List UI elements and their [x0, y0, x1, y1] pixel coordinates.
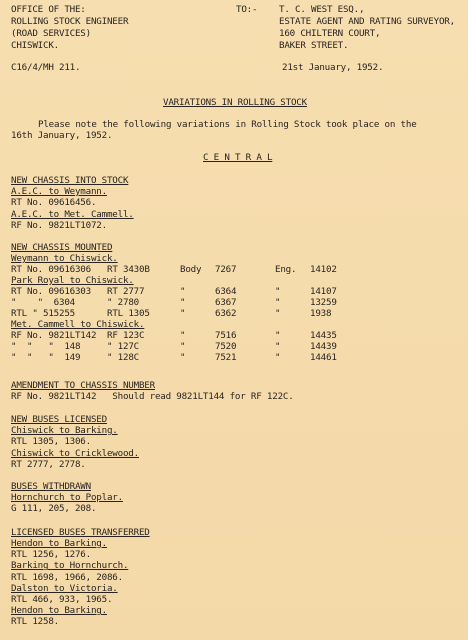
table-cell-c: "	[180, 352, 186, 363]
table-cell-f: 14461	[310, 352, 337, 363]
table-cell-b: RT 2777	[107, 286, 145, 297]
section-heading: NEW BUSES LICENSED	[11, 414, 107, 425]
table-cell-d: 7520	[215, 341, 237, 352]
table-cell-a: " " 6304	[11, 297, 75, 308]
to-address-line: ESTATE AGENT AND RATING SURVEYOR,	[279, 16, 455, 27]
table-cell-e: Eng.	[275, 264, 297, 275]
table-cell-a: " " " 149	[11, 352, 81, 363]
table-cell-e: "	[275, 286, 281, 297]
vehicle-line: RTL 1258.	[11, 616, 59, 628]
vehicle-line: RT No. 09616456.	[11, 197, 97, 209]
sub-heading: A.E.C. to Weymann.	[11, 186, 107, 197]
intro-line: 16th January, 1952.	[11, 130, 113, 141]
to-label: TO:-	[236, 4, 258, 15]
table-cell-e: "	[275, 297, 281, 308]
vehicle-line: RTL 1698, 1966, 2086.	[11, 571, 123, 583]
vehicle-line: RTL 1256, 1276.	[11, 549, 91, 561]
area-heading: C E N T R A L	[203, 152, 273, 163]
sub-heading: Hendon to Barking.	[11, 605, 107, 617]
section-heading: NEW CHASSIS MOUNTED	[11, 242, 113, 253]
table-cell-a: RF No. 9821LT142	[11, 330, 97, 341]
table-cell-b: " 128C	[107, 352, 139, 363]
table-cell-b: " 127C	[107, 341, 139, 352]
to-address-line: BAKER STREET.	[279, 40, 349, 51]
table-cell-b: RT 3430B	[107, 264, 150, 275]
table-cell-e: "	[275, 352, 281, 363]
table-cell-d: 6362	[215, 308, 237, 319]
vehicle-line: RT 2777, 2778.	[11, 458, 86, 470]
table-cell-f: 14102	[310, 264, 337, 275]
table-cell-e: "	[275, 341, 281, 352]
table-cell-c: "	[180, 308, 186, 319]
vehicle-line: RTL 466, 933, 1965.	[11, 594, 113, 605]
section-heading: BUSES WITHDRAWN	[11, 481, 91, 492]
sub-heading: A.E.C. to Met. Cammell.	[11, 208, 134, 220]
sub-heading: Hornchurch to Poplar.	[11, 492, 123, 503]
intro-line: Please note the following variations in Rolling Stock took place on the	[38, 119, 417, 130]
table-cell-a: RTL " 515255	[11, 308, 75, 319]
from-address-line: OFFICE OF THE:	[11, 4, 86, 15]
vehicle-line: RTL 1305, 1306.	[11, 436, 91, 448]
from-address-line: ROLLING STOCK ENGINEER	[11, 16, 129, 27]
document-title: VARIATIONS IN ROLLING STOCK	[163, 97, 307, 108]
sub-heading: Weymann to Chiswick.	[11, 253, 118, 264]
table-cell-d: 7267	[215, 264, 237, 275]
sub-heading: Chiswick to Barking.	[11, 425, 118, 436]
section-heading: NEW CHASSIS INTO STOCK	[11, 175, 129, 186]
from-address-line: (ROAD SERVICES)	[11, 28, 91, 39]
sub-heading: Dalston to Victoria.	[11, 582, 118, 594]
table-cell-f: 1938	[310, 308, 332, 319]
table-cell-c: "	[180, 330, 186, 341]
table-cell-d: 6367	[215, 297, 237, 308]
section-heading: AMENDMENT TO CHASSIS NUMBER	[11, 380, 155, 391]
to-address-line: T. C. WEST ESQ.,	[279, 4, 365, 15]
reference-number: C16/4/MH 211.	[11, 62, 81, 73]
table-cell-b: RF 123C	[107, 330, 145, 341]
sub-heading: Barking to Hornchurch.	[11, 560, 129, 572]
table-cell-b: RTL 1305	[107, 308, 150, 319]
table-cell-d: 7521	[215, 352, 237, 363]
table-cell-b: " 2780	[107, 297, 139, 308]
table-cell-c: "	[180, 341, 186, 352]
sub-heading: Park Royal to Chiswick.	[11, 275, 134, 286]
table-cell-a: RT No. 09616306	[11, 264, 91, 275]
amendment-line: RF No. 9821LT142 Should read 9821LT144 for RF 122C.	[11, 391, 294, 402]
table-cell-c: "	[180, 297, 186, 308]
sub-heading: Chiswick to Cricklewood.	[11, 447, 139, 459]
table-cell-e: "	[275, 330, 281, 341]
vehicle-line: G 111, 205, 208.	[11, 503, 97, 515]
table-cell-f: 14439	[310, 341, 337, 352]
sub-heading: Hendon to Barking.	[11, 538, 107, 549]
letter-date: 21st January, 1952.	[282, 62, 384, 73]
table-cell-d: 6364	[215, 286, 237, 297]
table-cell-d: 7516	[215, 330, 237, 341]
table-cell-c: Body	[180, 264, 202, 275]
from-address-line: CHISWICK.	[11, 40, 59, 51]
table-cell-a: " " " 148	[11, 341, 81, 352]
to-address-line: 160 CHILTERN COURT,	[279, 28, 381, 39]
table-cell-f: 13259	[310, 297, 337, 308]
table-cell-c: "	[180, 286, 186, 297]
sub-heading: Met. Cammell to Chiswick.	[11, 319, 145, 330]
table-cell-f: 14435	[310, 330, 337, 341]
table-cell-a: RT No. 09616303	[11, 286, 91, 297]
table-cell-e: "	[275, 308, 281, 319]
section-heading: LICENSED BUSES TRANSFERRED	[11, 527, 150, 538]
table-cell-f: 14107	[310, 286, 337, 297]
vehicle-line: RF No. 9821LT1072.	[11, 219, 107, 231]
